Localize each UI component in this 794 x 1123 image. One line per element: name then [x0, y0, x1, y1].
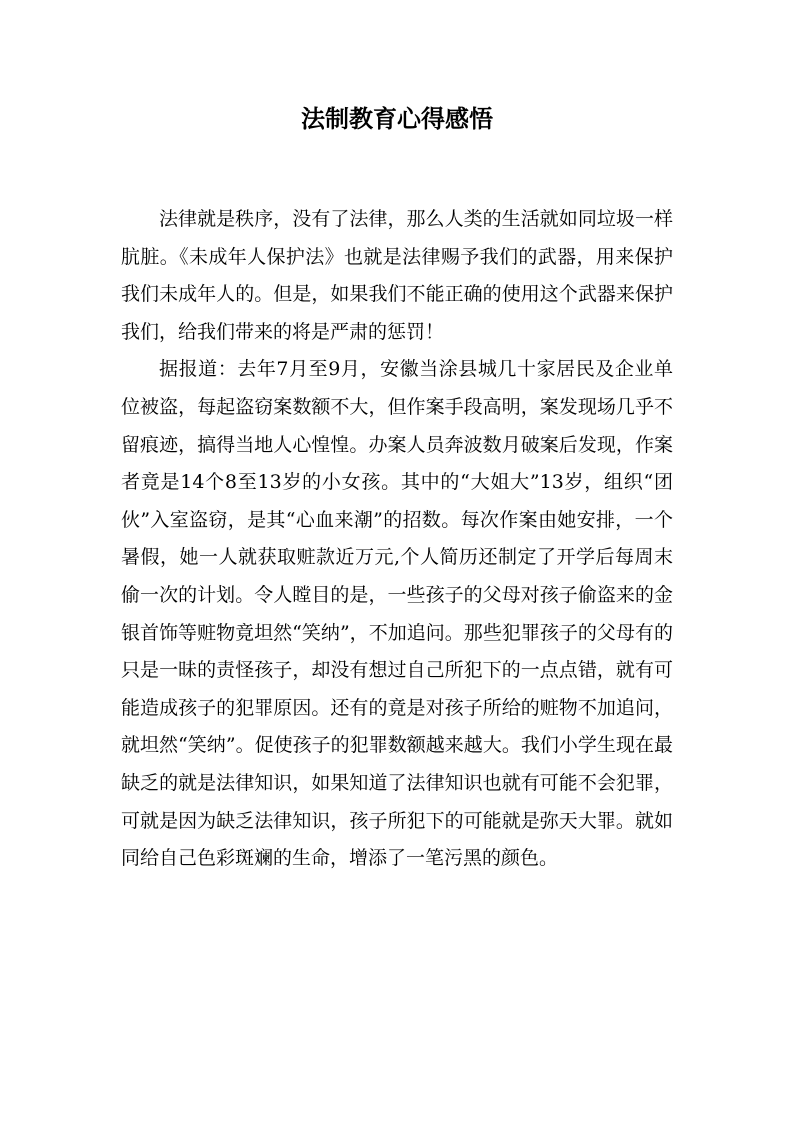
- page-title: 法制教育心得感悟: [301, 105, 493, 133]
- document-body: [121, 201, 673, 878]
- paragraph-news-report: 据报道：去年7月至9月，安徽当涂县城几十家居民及企业单位被盗，每起盗窃案数额不大，但作案手段高明，案发现场几乎不留痕迹，搞得当地人心惶惶。办案人员奔波数月破案后发现，作案者竟是14个8至13岁的小女孩。其中的“大姐大”13岁，组织“团伙”入室盗窃，是其“心血来潮”的招数。每次作案由她安排，一个暑假，她一人就获取赃款近万元,个人简历还制定了开学后每周末偷一次的计划。令人瞠目的是，一些孩子的父母对孩子偷盗来的金银首饰等赃物竟坦然“笑纳”，不加追问。那些犯罪孩子的父母有的只是一昧的责怪孩子，却没有想过自己所犯下的一点点错，就有可能造成孩子的犯罪原因。还有的竟是对孩子所给的赃物不加追问，就坦然“笑纳”。促使孩子的犯罪数额越来越大。我们小学生现在最缺乏的就是法律知识，如果知道了法律知识也就有可能不会犯罪，可就是因为缺乏法律知识，孩子所犯下的可能就是弥天大罪。就如同给自己色彩斑斓的生命，增添了一笔污黑的颜色。: [121, 358, 673, 870]
- paragraph-intro: 法律就是秩序，没有了法律，那么人类的生活就如同垃圾一样肮脏。《未成年人保护法》也就是法律赐予我们的武器，用来保护我们未成年人的。但是，如果我们不能正确的使用这个武器来保护我们，给我们带来的将是严肃的惩罚！: [121, 208, 673, 343]
